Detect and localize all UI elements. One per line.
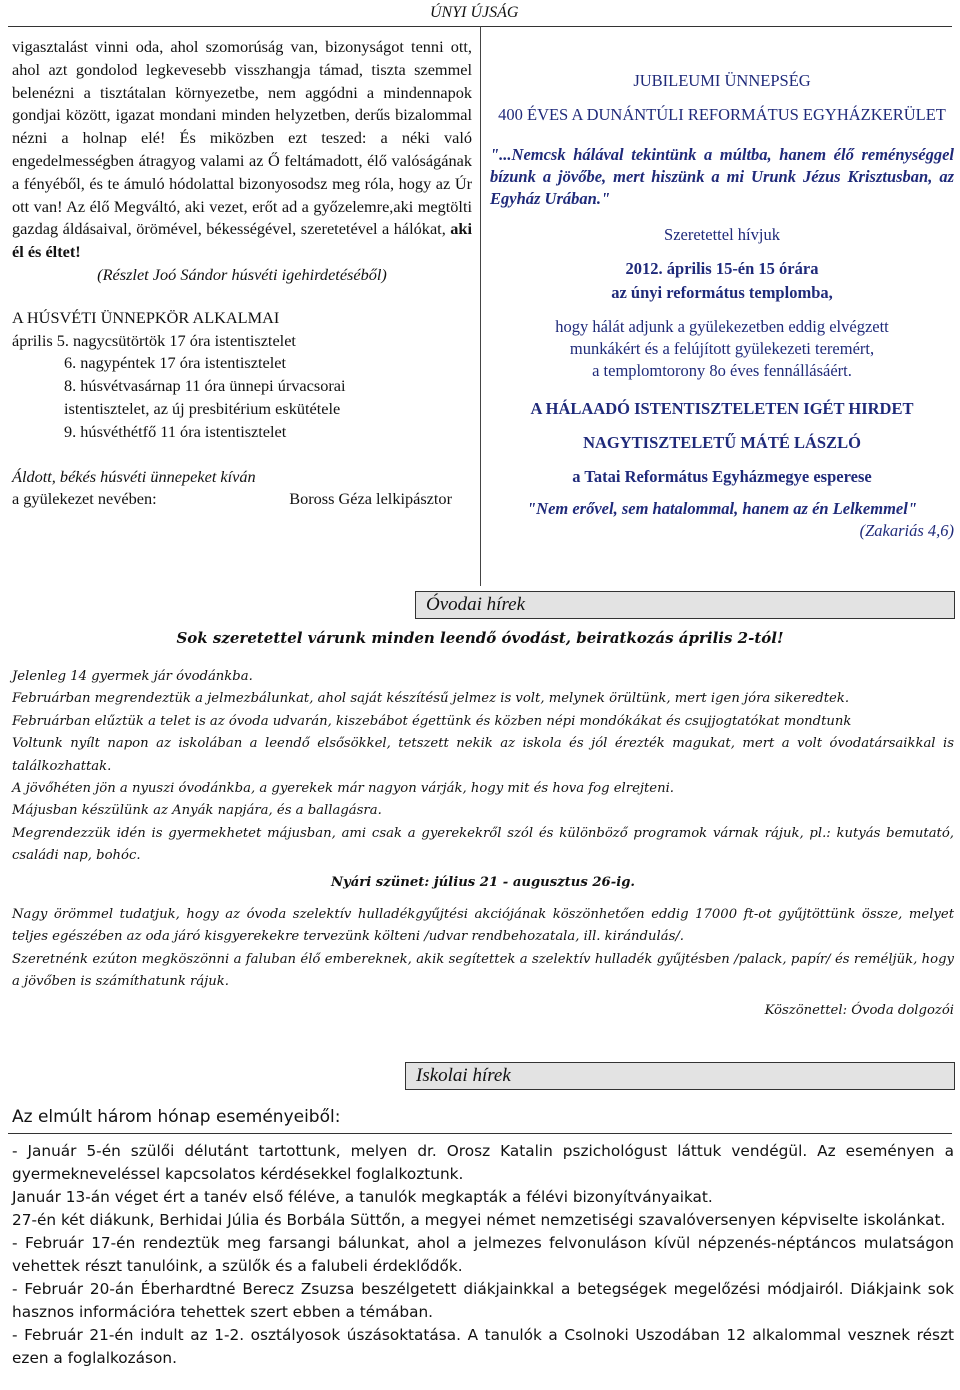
event-place: az únyi református templomba,	[611, 283, 833, 302]
school-paragraph: - Február 20-án Éberhardtné Berecz Zsuzsa beszélgetett diákjainkkal a betegségek megelőzési módjairól. Diákjaink sok hasznos információra tehettek szert ebben a témában.	[12, 1280, 954, 1321]
sermon-text: vigasztalást vinni oda, ahol szomorúság van, bizonyságot tenni ott, ahol azt gondolod legkevesebb visszhangja támad, tiszta szemmel belenézni a tisztátalan környezetbe, nem aggódni a mindennapok gondjai között, igazat mondani minden helyzetben, derűs bizalommal nézni a holnap elé! És miközben ezt teszed: a néki való engedelmességben átragyog valami az Ő feltámadott, élő valóságának a fényéből, és te ámuló hódolattal bizonyosodsz meg róla, hogy az Úr ott van! Az élő Megváltó, aki vezet, erőt ad a győzelemre,aki megtölti gazdag áldásaival, örömével, békességével, szeretetével a hálókat,	[12, 37, 472, 239]
verse-reference: (Zakariás 4,6)	[859, 521, 954, 540]
school-news-subheading: Az elmúlt három hónap eseményeiből:	[12, 1107, 341, 1127]
preacher-heading: A HÁLAADÓ ISTENTISZTELETEN IGÉT HIRDET	[530, 399, 914, 418]
news-line: Nagy örömmel tudatjuk, hogy az óvoda szelektív hulladékgyűjtési akciójának köszönhetően eddig 17000 ft-ot gyűjtöttünk össze, melyet teljes egészében az oda járó kisgyerekekre tervezünk költeni /udvar rendbehozatala, ill. kirándulás/.	[12, 907, 954, 945]
school-paragraph: - Február 17-én rendeztük meg farsangi bálunkat, ahol a jelmezes felvonuláson kívül népzenés-néptáncos mulatságon vehettek részt tanulóink, a szülők és a falubeli érdeklődők.	[12, 1234, 954, 1275]
column-divider	[480, 26, 481, 586]
sermon-citation: (Részlet Joó Sándor húsvéti igehirdetéséből)	[97, 264, 387, 284]
news-line: Voltunk nyílt napon az iskolában a leendő elsősökkel, tetszett nekik az iskola és jól érezték magukat, mert a volt óvodatársaikkal is találkozhattak.	[12, 736, 954, 774]
left-column	[12, 36, 472, 511]
sermon-text-bold: aki él és éltet!	[12, 219, 472, 262]
schedule-list	[12, 330, 472, 444]
newspaper-title: ÚNYI ÚJSÁG	[430, 4, 519, 21]
school-paragraph: 27-én két diákunk, Berhidai Júlia és Borbála Süttőn, a megyei német nemzetiségi szavalóversenyen képviselte iskolánkat.	[12, 1211, 946, 1229]
easter-sermon-excerpt	[12, 36, 472, 264]
school-divider	[8, 1133, 952, 1134]
school-paragraph: - Január 5-én szülői délutánt tartottunk, melyen dr. Orosz Katalin pszichológust láttuk vendégül. Az eseményen a gyermekneveléssel kapcsolatos kérdésekkel foglalkoztunk.	[12, 1142, 954, 1183]
preacher-title: a Tatai Református Egyházmegye esperese	[572, 467, 872, 486]
jubilee-quote: "...Nemcsk hálával tekintünk a múltba, hanem élő reménységgel bízunk a jövőbe, mert hiszünk a mi Urunk Jézus Krisztusban, az Egyház Urában."	[490, 145, 954, 208]
school-news-body	[12, 1140, 954, 1370]
news-line: Szeretnénk ezúton megköszönni a faluban élő embereknek, akik segítettek a szelektív hulladék gyűjtésben /palack, papír/ és reméljük, hogy a jövőben is számíthatunk rájuk.	[12, 951, 954, 990]
news-line: Megrendezzük idén is gyermekhetet májusban, ami csak a gyerekekről szól és különböző programok várnak rájuk, pl.: kutyás bemutató, családi nap, bohóc.	[12, 825, 954, 864]
signature-name: Boross Géza lelkipásztor	[289, 489, 452, 509]
news-line: Májusban készülünk az Anyák napjára, és a ballagásra.	[12, 803, 382, 819]
invite-line: Szeretettel hívjuk	[664, 225, 780, 244]
news-line: A jövőhéten jön a nyuszi óvodánkba, a gyerekek már nagyon várják, hogy mit és hova fog elrejteni.	[12, 781, 674, 797]
news-line: Februárban elűztük a telet is az óvoda udvarán, kiszebábot égettünk és közben népi mondókákat és csujjogtatókat mondtunk	[12, 713, 852, 729]
easter-greeting: Áldott, békés húsvéti ünnepeket kíván	[12, 466, 256, 486]
kindergarten-news-heading: Óvodai hírek	[415, 591, 955, 619]
verse-quote: "Nem erővel, sem hatalommal, hanem az én Lelkemmel"	[527, 499, 917, 518]
event-purpose: munkákért és a felújított gyülekezeti teremért,	[569, 339, 875, 358]
preacher-name: NAGYTISZTELETŰ MÁTÉ LÁSZLÓ	[583, 433, 861, 452]
summer-break: Nyári szünet: július 21 - augusztus 26-ig.	[330, 874, 636, 890]
signature-row	[12, 488, 452, 511]
kindergarten-thanks: Köszönettel: Óvoda dolgozói	[764, 1002, 954, 1018]
schedule-item: istentisztelet, az új presbitérium eskütétele	[64, 398, 341, 418]
right-column	[490, 70, 954, 542]
event-date: 2012. április 15-én 15 órára	[625, 259, 819, 278]
kindergarten-headline: Sok szeretettel várunk minden leendő óvodást, beiratkozás április 2-tól!	[176, 629, 784, 647]
school-news-heading: Iskolai hírek	[405, 1062, 955, 1090]
schedule-item: 6. nagypéntek 17 óra istentisztelet	[64, 353, 286, 373]
schedule-item: 8. húsvétvasárnap 11 óra ünnepi úrvacsorai	[64, 376, 346, 396]
news-line: Jelenleg 14 gyermek jár óvodánkba.	[12, 669, 253, 684]
kindergarten-news-body	[12, 666, 954, 1022]
jubilee-subtitle: 400 ÉVES A DUNÁNTÚLI REFORMÁTUS EGYHÁZKERÜLET	[498, 105, 946, 124]
schedule-item: 9. húsvéthétfő 11 óra istentisztelet	[64, 421, 287, 441]
schedule-item: április 5. nagycsütörtök 17 óra istentisztelet	[12, 330, 296, 350]
news-line: Februárban megrendeztük a jelmezbálunkat, ahol saját készítésű jelmez is volt, melynek örültünk, mert igen jóra sikeredtek.	[12, 691, 850, 707]
event-purpose: a templomtorony 8o éves fennállásáért.	[592, 361, 852, 380]
school-paragraph: - Február 21-én indult az 1-2. osztályosok úszásoktatása. A tanulók a Csolnoki Uszodában 12 alkalommal vesznek részt ezen a foglalkozáson.	[12, 1326, 954, 1367]
schedule-title: A HÚSVÉTI ÜNNEPKÖR ALKALMAI	[12, 307, 280, 327]
signature-label: a gyülekezet nevében:	[12, 489, 157, 509]
school-paragraph: Január 13-án véget ért a tanév első féléve, a tanulók megkapták a félévi bizonyítványaikat.	[12, 1188, 713, 1206]
jubilee-title: JUBILEUMI ÜNNEPSÉG	[633, 71, 811, 90]
event-purpose: hogy hálát adjunk a gyülekezetben eddig elvégzett	[555, 317, 889, 336]
